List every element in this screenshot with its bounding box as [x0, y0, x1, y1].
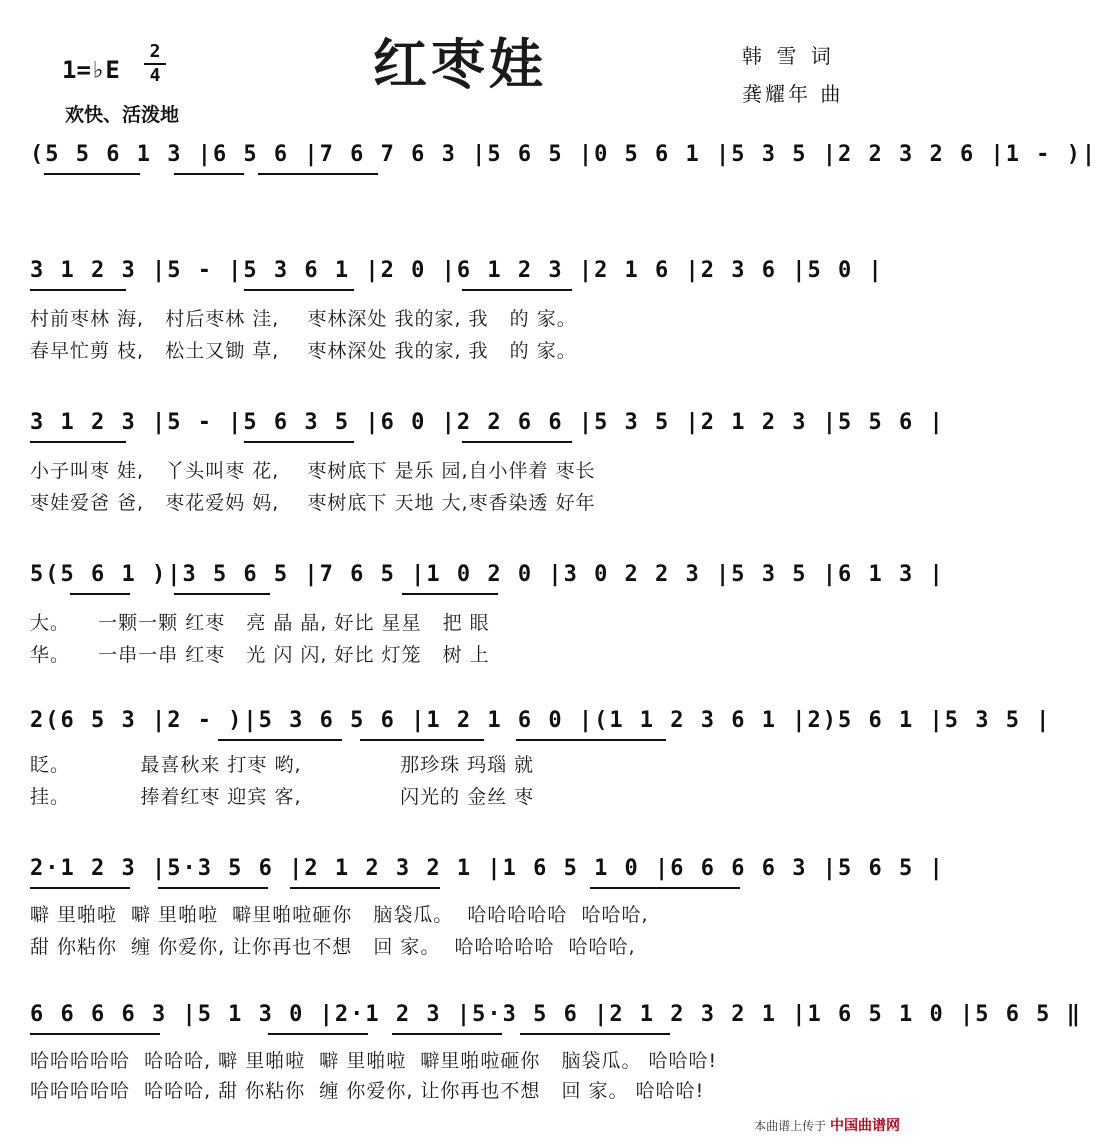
time-numerator: 2 [149, 41, 161, 62]
footer-watermark [754, 1115, 900, 1135]
beam-line [244, 289, 354, 291]
beam-line [218, 739, 342, 741]
song-title: 红枣娃 [373, 32, 547, 96]
score-system-3 [30, 410, 945, 520]
score-system-7 [30, 1002, 1082, 1112]
lyrics-verse-2: 枣娃爱爸 爸, 枣花爱妈 妈, 枣树底下 天地 大,枣香染透 好年 [30, 492, 596, 514]
lyrics-verse-2: 春早忙剪 枝, 松土又锄 草, 枣林深处 我的家, 我 的 家。 [30, 340, 577, 362]
beam-line [392, 1033, 502, 1035]
site-brand: 中国曲谱网 [830, 1118, 900, 1134]
beam-line [174, 173, 244, 175]
lyrics-verse-2: 挂。 捧着红枣 迎宾 客, 闪光的 金丝 枣 [30, 786, 535, 808]
notation-line: 2·1 2 3 |5·3 5 6 |2 1 2 3 2 1 |1 6 5 1 0 |6 6 6 6 3 |5 6 5 | [30, 856, 945, 881]
lyrics-verse-2: 甜 你粘你 缠 你爱你, 让你再也不想 回 家。 哈哈哈哈哈 哈哈哈, [30, 936, 636, 958]
score-system-5 [30, 708, 1052, 818]
lyrics-verse-1: 噼 里啪啦 噼 里啪啦 噼里啪啦砸你 脑袋瓜。 哈哈哈哈哈 哈哈哈, [30, 904, 649, 926]
lyrics-verse-2: 华。 一串一串 红枣 光 闪 闪, 好比 灯笼 树 上 [30, 644, 490, 666]
beam-line [30, 441, 126, 443]
notation-line: 2(6 5 3 |2 - )|5 3 6 5 6 |1 2 1 6 0 |(1 1 2 3 6 1 |2)5 6 1 |5 3 5 | [30, 708, 1052, 733]
upload-note: 本曲谱上传于 [754, 1119, 827, 1133]
beam-line [244, 441, 354, 443]
notation-line: 3 1 2 3 |5 - |5 6 3 5 |6 0 |2 2 6 6 |5 3 5 |2 1 2 3 |5 5 6 | [30, 410, 945, 435]
tempo-marking: 欢快、活泼地 [65, 104, 180, 126]
beam-line [268, 1033, 368, 1035]
notation-line: 5(5 6 1 )|3 5 6 5 |7 6 5 |1 0 2 0 |3 0 2 2 3 |5 3 5 |6 1 3 | [30, 562, 945, 587]
notation-line: 3 1 2 3 |5 - |5 3 6 1 |2 0 |6 1 2 3 |2 1 6 |2 3 6 |5 0 | [30, 258, 884, 283]
composer-credit: 龚耀年 曲 [742, 82, 844, 106]
notation-line: 6 6 6 6 3 |5 1 3 0 |2·1 2 3 |5·3 5 6 |2 1 2 3 2 1 |1 6 5 1 0 |5 6 5 ‖ [30, 1002, 1082, 1027]
time-denominator: 4 [149, 65, 161, 86]
beam-line [462, 441, 572, 443]
key-signature: 1=♭E [62, 56, 120, 84]
beam-line [30, 1033, 160, 1035]
beam-line [44, 173, 140, 175]
score-system-1 [30, 142, 1097, 182]
score-system-4 [30, 562, 945, 672]
notation-line: (5 5 6 1 3 |6 5 6 |7 6 7 6 3 |5 6 5 |0 5 6 1 |5 3 5 |2 2 3 2 6 |1 - )| [30, 142, 1097, 167]
lyricist-credit: 韩 雪 词 [742, 44, 835, 68]
beam-line [290, 887, 440, 889]
lyrics-verse-1: 小子叫枣 娃, 丫头叫枣 花, 枣树底下 是乐 园,自小伴着 枣长 [30, 460, 596, 482]
beam-line [158, 887, 268, 889]
beam-line [174, 593, 270, 595]
beam-line [30, 289, 126, 291]
score-system-2 [30, 258, 890, 368]
lyrics-verse-1: 大。 一颗一颗 红枣 亮 晶 晶, 好比 星星 把 眼 [30, 612, 490, 634]
lyrics-verse-2: 哈哈哈哈哈 哈哈哈, 甜 你粘你 缠 你爱你, 让你再也不想 回 家。 哈哈哈! [30, 1080, 705, 1102]
beam-line [402, 593, 498, 595]
lyrics-verse-1: 村前枣林 海, 村后枣林 洼, 枣林深处 我的家, 我 的 家。 [30, 308, 577, 330]
beam-line [360, 739, 484, 741]
lyrics-verse-1: 哈哈哈哈哈 哈哈哈, 噼 里啪啦 噼 里啪啦 噼里啪啦砸你 脑袋瓜。 哈哈哈! [30, 1050, 718, 1072]
beam-line [590, 887, 740, 889]
score-system-6 [30, 856, 945, 966]
beam-line [516, 739, 666, 741]
beam-line [70, 593, 130, 595]
beam-line [520, 1033, 670, 1035]
lyrics-verse-1: 眨。 最喜秋来 打枣 哟, 那珍珠 玛瑙 就 [30, 754, 535, 776]
beam-line [30, 887, 130, 889]
beam-line [462, 289, 572, 291]
time-signature [144, 42, 166, 86]
beam-line [258, 173, 378, 175]
